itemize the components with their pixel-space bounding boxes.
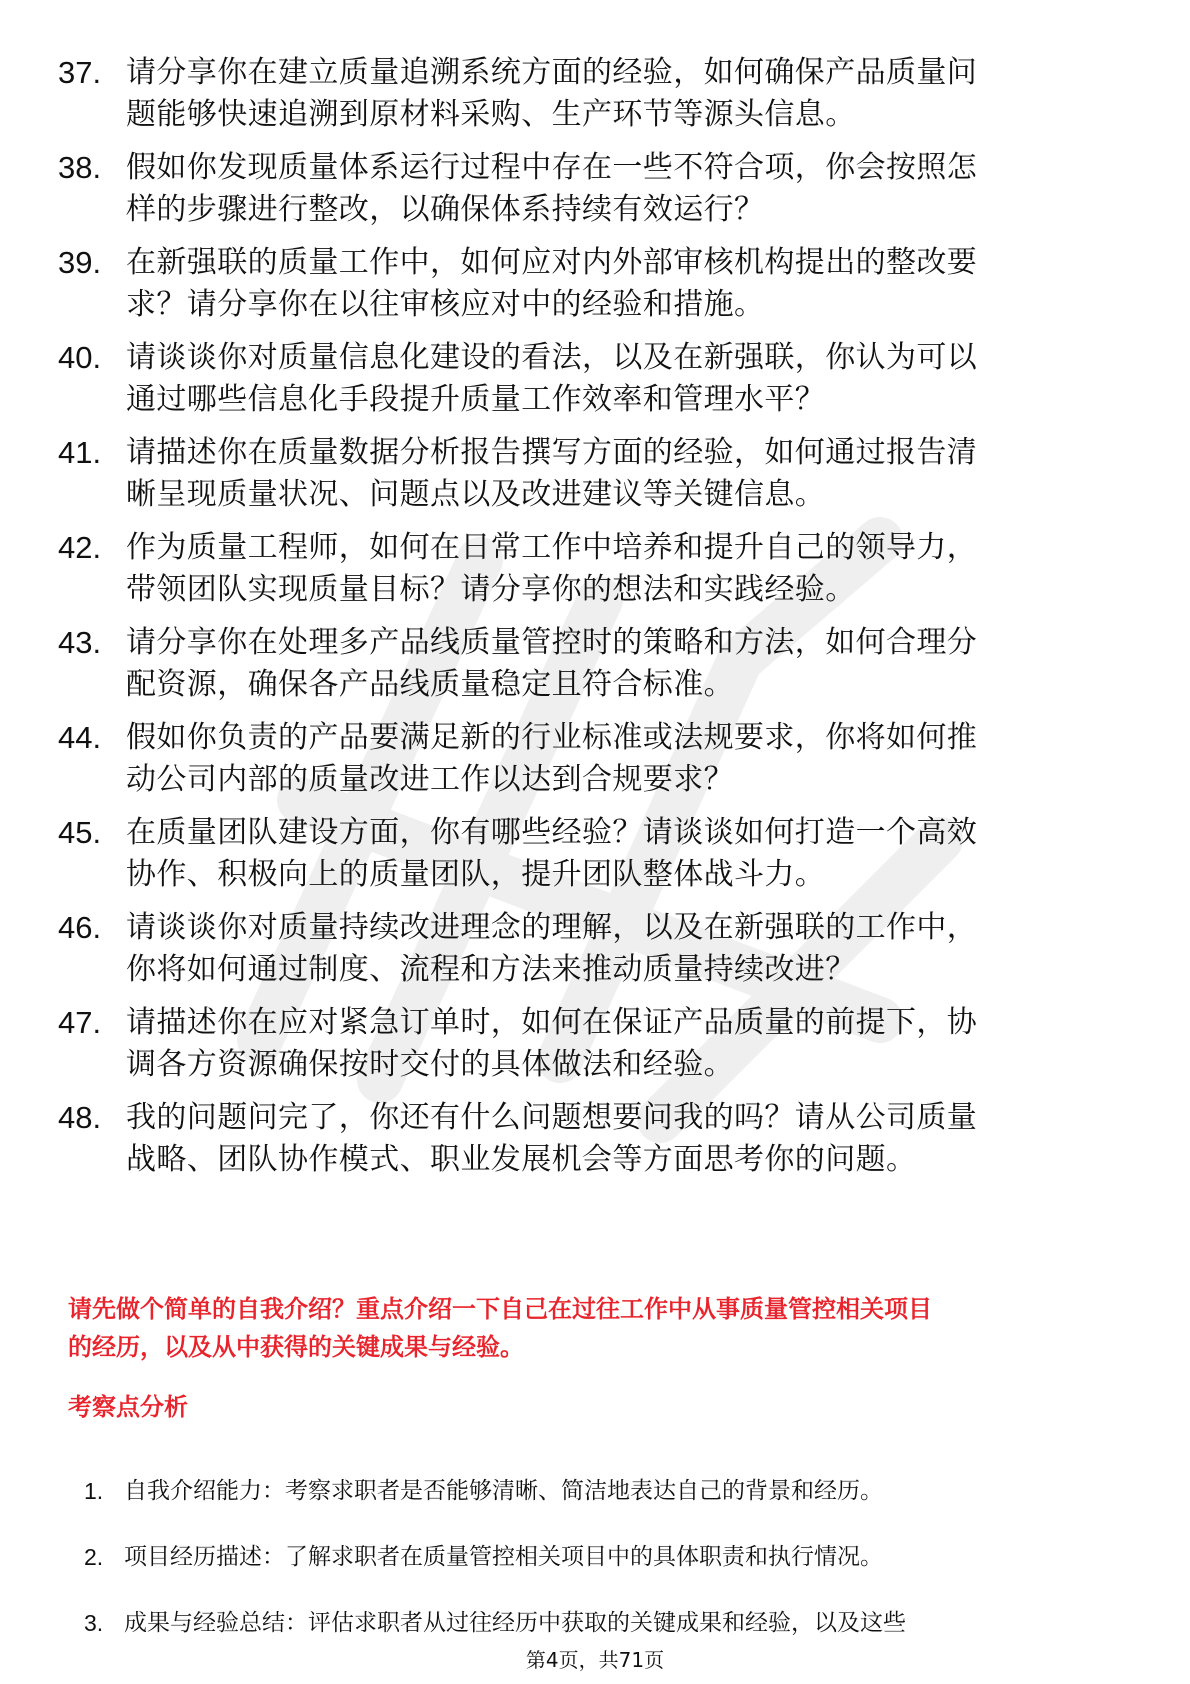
question-item: [0, 147, 1190, 242]
question-line: 样的步骤进行整改，以确保体系持续有效运行？: [126, 192, 765, 227]
question-item: [0, 1097, 1190, 1192]
analysis-number: 2.: [84, 1544, 104, 1570]
question-item: [0, 1002, 1190, 1097]
question-line: 请描述你在质量数据分析报告撰写方面的经验，如何通过报告清: [126, 435, 978, 470]
question-item: [0, 242, 1190, 337]
intro-question-line: 请先做个简单的自我介绍？重点介绍一下自己在过往工作中从事质量管控相关项目: [68, 1295, 932, 1323]
question-number: 44.: [58, 720, 102, 755]
question-line: 请分享你在建立质量追溯系统方面的经验，如何确保产品质量问: [126, 55, 978, 90]
question-line: 假如你负责的产品要满足新的行业标准或法规要求，你将如何推: [126, 720, 978, 755]
question-line: 战略、团队协作模式、职业发展机会等方面思考你的问题。: [126, 1142, 917, 1177]
question-line: 假如你发现质量体系运行过程中存在一些不符合项，你会按照怎: [126, 150, 978, 185]
question-line: 配资源，确保各产品线质量稳定且符合标准。: [126, 667, 734, 702]
analysis-text: 自我介绍能力：考察求职者是否能够清晰、简洁地表达自己的背景和经历。: [124, 1478, 883, 1504]
question-item: [0, 52, 1190, 147]
question-number: 46.: [58, 910, 102, 945]
analysis-item: [0, 1474, 1190, 1540]
question-line: 请描述你在应对紧急订单时，如何在保证产品质量的前提下，协: [126, 1005, 978, 1040]
question-line: 你将如何通过制度、流程和方法来推动质量持续改进？: [126, 952, 856, 987]
analysis-number: 3.: [84, 1610, 104, 1636]
page-footer: 第4页，共71页: [525, 1648, 665, 1672]
question-item: [0, 622, 1190, 717]
question-line: 题能够快速追溯到原材料采购、生产环节等源头信息。: [126, 97, 856, 132]
question-item: [0, 527, 1190, 622]
question-list: [0, 52, 1190, 1192]
question-item: [0, 432, 1190, 527]
question-text: [126, 242, 1126, 326]
analysis-item: [0, 1540, 1190, 1606]
question-line: 作为质量工程师，如何在日常工作中培养和提升自己的领导力，: [126, 530, 978, 565]
question-line: 通过哪些信息化手段提升质量工作效率和管理水平？: [126, 382, 826, 417]
question-item: [0, 717, 1190, 812]
question-line: 求？请分享你在以往审核应对中的经验和措施。: [126, 287, 765, 322]
question-line: 协作、积极向上的质量团队，提升团队整体战斗力。: [126, 857, 826, 892]
question-number: 43.: [58, 625, 102, 660]
question-text: [126, 907, 1126, 991]
analysis-text: 成果与经验总结：评估求职者从过往经历中获取的关键成果和经验，以及这些: [124, 1610, 906, 1636]
question-text: [126, 717, 1126, 801]
question-text: [126, 812, 1126, 896]
question-text: [126, 622, 1126, 706]
question-number: 38.: [58, 150, 102, 185]
question-item: [0, 812, 1190, 907]
question-item: [0, 907, 1190, 1002]
analysis-number: 1.: [84, 1478, 104, 1504]
question-line: 动公司内部的质量改进工作以达到合规要求？: [126, 762, 734, 797]
question-line: 我的问题问完了，你还有什么问题想要问我的吗？请从公司质量: [126, 1100, 978, 1135]
question-text: [126, 432, 1126, 516]
question-line: 调各方资源确保按时交付的具体做法和经验。: [126, 1047, 734, 1082]
question-text: [126, 1002, 1126, 1086]
question-number: 48.: [58, 1100, 102, 1135]
question-line: 请谈谈你对质量信息化建设的看法，以及在新强联，你认为可以: [126, 340, 978, 375]
intro-question: [68, 1290, 1128, 1366]
question-text: [126, 1097, 1126, 1181]
analysis-heading: 考察点分析: [68, 1393, 188, 1421]
analysis-text: 项目经历描述：了解求职者在质量管控相关项目中的具体职责和执行情况。: [124, 1544, 883, 1570]
analysis-list: [0, 1474, 1190, 1672]
question-line: 在质量团队建设方面，你有哪些经验？请谈谈如何打造一个高效: [126, 815, 978, 850]
question-line: 请分享你在处理多产品线质量管控时的策略和方法，如何合理分: [126, 625, 978, 660]
question-number: 47.: [58, 1005, 102, 1040]
question-number: 39.: [58, 245, 102, 280]
question-text: [126, 527, 1126, 611]
question-number: 45.: [58, 815, 102, 850]
question-item: [0, 337, 1190, 432]
question-number: 41.: [58, 435, 102, 470]
question-line: 晰呈现质量状况、问题点以及改进建议等关键信息。: [126, 477, 826, 512]
question-line: 在新强联的质量工作中，如何应对内外部审核机构提出的整改要: [126, 245, 978, 280]
question-text: [126, 52, 1126, 136]
question-line: 请谈谈你对质量持续改进理念的理解，以及在新强联的工作中，: [126, 910, 978, 945]
question-number: 37.: [58, 55, 102, 90]
question-number: 42.: [58, 530, 102, 565]
question-text: [126, 147, 1126, 231]
question-line: 带领团队实现质量目标？请分享你的想法和实践经验。: [126, 572, 856, 607]
intro-question-line: 的经历，以及从中获得的关键成果与经验。: [68, 1333, 524, 1361]
question-number: 40.: [58, 340, 102, 375]
question-text: [126, 337, 1126, 421]
